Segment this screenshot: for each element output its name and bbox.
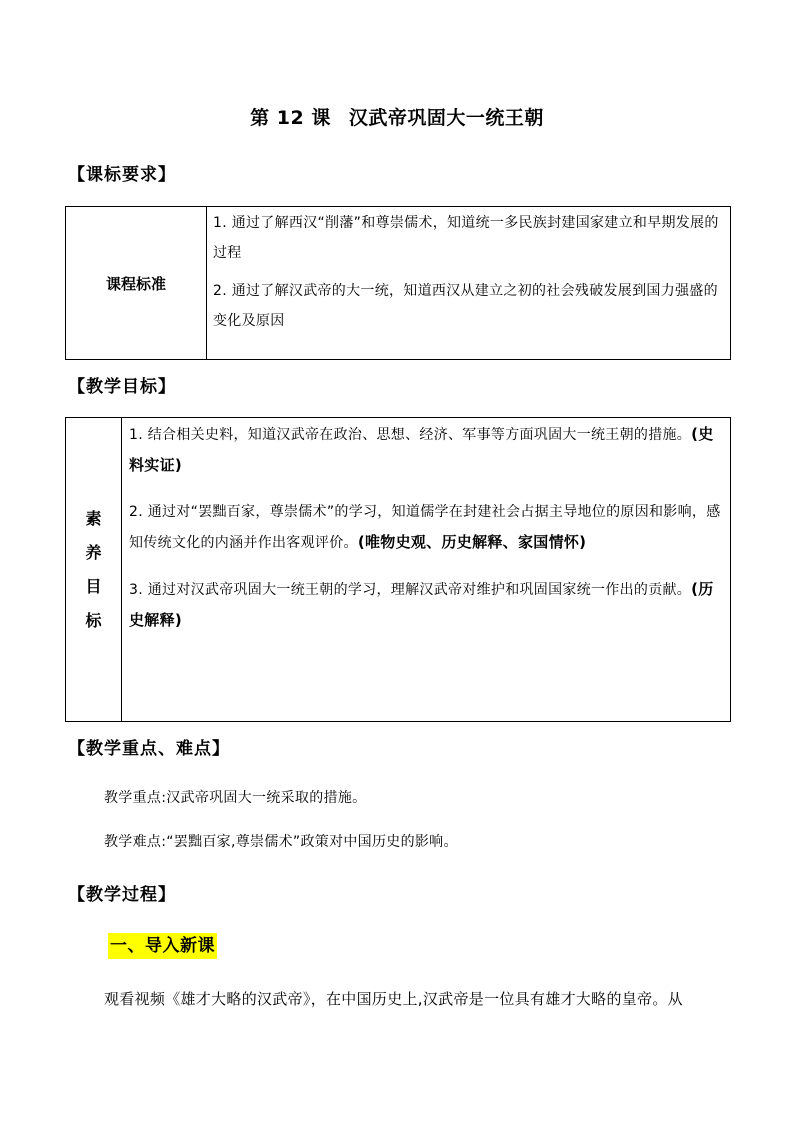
lesson-number: 第 12 课 (250, 107, 331, 129)
section-intro-title: 一、导入新课 (108, 933, 217, 959)
objectives-table (65, 417, 731, 722)
objective-item-2: 2. 通过对“罢黜百家，尊崇儒术”的学习，知道儒学在封建社会占据主导地位的原因和影响，感知传统文化的内涵并作出客观评价。(唯物史观、历史解释、家国情怀) (129, 504, 721, 551)
intro-paragraph: 观看视频《雄才大略的汉武帝》，在中国历史上,汉武帝是一位具有雄才大略的皇帝。从 (104, 990, 683, 1008)
curriculum-item-2: 2. 通过了解汉武帝的大一统，知道西汉从建立之初的社会残破发展到国力强盛的变化及原因 (213, 283, 718, 329)
objective-item-3: 3. 通过对汉武帝巩固大一统王朝的学习，理解汉武帝对维护和巩固国家统一作出的贡献。(历史解释) (129, 580, 714, 629)
process-heading: 【教学过程】 (68, 885, 176, 905)
objectives-side-label: 素 养 目 标 (66, 418, 122, 722)
key-points-heading: 【教学重点、难点】 (68, 739, 230, 759)
teaching-focus: 教学重点:汉武帝巩固大一统采取的措施。 (104, 790, 367, 806)
teaching-difficulty: 教学难点:“罢黜百家,尊崇儒术”政策对中国历史的影响。 (104, 834, 458, 850)
curriculum-item-1: 1. 通过了解西汉“削藩”和尊崇儒术，知道统一多民族封建国家建立和早期发展的过程 (213, 215, 719, 261)
curriculum-table (65, 206, 731, 360)
objectives-heading: 【教学目标】 (68, 377, 176, 397)
curriculum-row-label: 课程标准 (66, 207, 207, 360)
curriculum-heading: 【课标要求】 (68, 165, 176, 185)
lesson-name: 汉武帝巩固大一统王朝 (348, 107, 544, 129)
objective-item-1: 1. 结合相关史料，知道汉武帝在政治、思想、经济、军事等方面巩固大一统王朝的措施。(史料实证) (129, 425, 714, 474)
lesson-title (0, 103, 794, 130)
